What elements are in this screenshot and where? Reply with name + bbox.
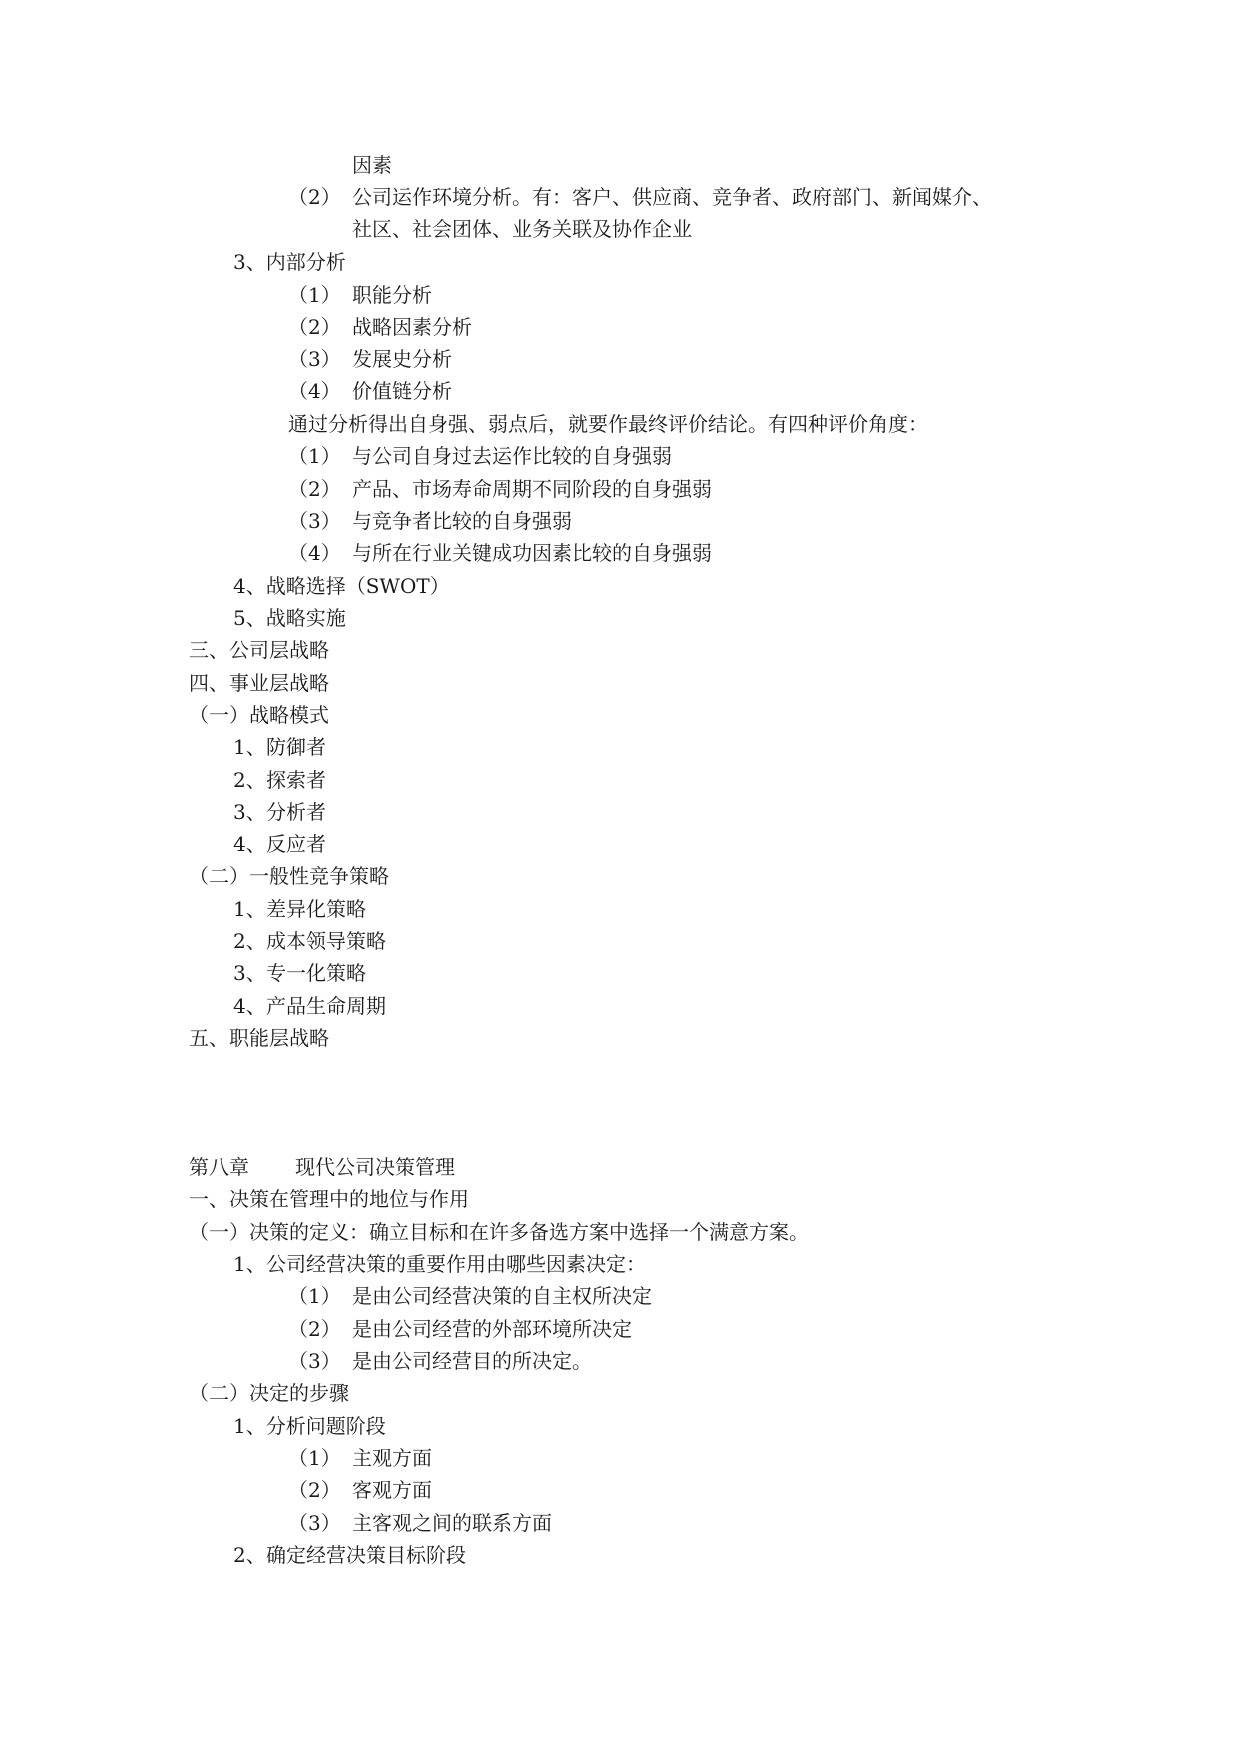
item-number: （1） [288,1446,341,1470]
item-number: 1、 [233,735,266,759]
text-line: 反应者 [266,832,326,856]
text-line: 与竞争者比较的自身强弱 [352,509,572,533]
text-line: 分析者 [266,800,326,824]
item-number: 3、 [233,800,266,824]
item-number: 4、 [233,832,266,856]
text-line: 主客观之间的联系方面 [352,1511,552,1535]
section-heading: 4、战略选择（SWOT） [233,574,450,598]
text-line: 发展史分析 [352,347,452,371]
item-number: 1、 [233,1252,266,1276]
item-number: （2） [288,1478,341,1502]
chapter-heading: 三、公司层战略 [189,638,329,662]
item-number: （2） [288,477,341,501]
item-number: （4） [288,541,341,565]
text-line: 成本领导策略 [266,929,386,953]
item-number: （1） [288,283,341,307]
text-line: 与所在行业关键成功因素比较的自身强弱 [352,541,712,565]
item-number: （2） [288,315,341,339]
chapter-heading: 四、事业层战略 [189,671,329,695]
text-line: 主观方面 [352,1446,432,1470]
chapter-heading: 一、决策在管理中的地位与作用 [189,1187,469,1211]
section-heading: 5、战略实施 [233,606,346,630]
subsection-heading: （一）战略模式 [189,703,329,727]
item-number: 4、 [233,994,266,1018]
item-number: （3） [288,1511,341,1535]
item-number: （2） [288,185,341,209]
item-number: 2、 [233,929,266,953]
text-line: 是由公司经营目的所决定。 [352,1349,592,1373]
item-number: （3） [288,1349,341,1373]
text-line: 确定经营决策目标阶段 [266,1543,466,1567]
text-line: 防御者 [266,735,326,759]
section-heading: 1、分析问题阶段 [233,1414,386,1438]
text-line: 公司运作环境分析。有：客户、供应商、竞争者、政府部门、新闻媒介、 [352,185,992,209]
item-number: 2、 [233,768,266,792]
text-line: 职能分析 [352,283,432,307]
section-heading: 3、内部分析 [233,250,346,274]
item-number: （1） [288,1284,341,1308]
text-line: 与公司自身过去运作比较的自身强弱 [352,444,672,468]
chapter-heading: 五、职能层战略 [189,1026,329,1050]
item-number: （2） [288,1317,341,1341]
item-number: 3、 [233,961,266,985]
text-line: 通过分析得出自身强、弱点后，就要作最终评价结论。有四种评价角度： [288,412,928,436]
text-line: 战略因素分析 [352,315,472,339]
text-line: 产品生命周期 [266,994,386,1018]
item-number: （1） [288,444,341,468]
chapter-number: 第八章 [189,1155,249,1179]
text-line: 因素 [352,153,392,177]
chapter-title: 现代公司决策管理 [295,1155,455,1179]
text-line: 是由公司经营的外部环境所决定 [352,1317,632,1341]
item-number: （3） [288,347,341,371]
item-number: 2、 [233,1543,266,1567]
text-line: 公司经营决策的重要作用由哪些因素决定： [266,1252,646,1276]
text-line: 客观方面 [352,1478,432,1502]
text-line: 社区、社会团体、业务关联及协作企业 [352,217,692,241]
text-line: 产品、市场寿命周期不同阶段的自身强弱 [352,477,712,501]
text-line: 是由公司经营决策的自主权所决定 [352,1284,652,1308]
item-number: 1、 [233,897,266,921]
subsection-heading: （二）决定的步骤 [189,1381,349,1405]
item-number: （4） [288,379,341,403]
subsection-heading: （二）一般性竞争策略 [189,864,389,888]
text-line: 探索者 [266,768,326,792]
text-line: 价值链分析 [352,379,452,403]
subsection-heading: （一）决策的定义：确立目标和在许多备选方案中选择一个满意方案。 [189,1220,809,1244]
item-number: （3） [288,509,341,533]
text-line: 差异化策略 [266,897,366,921]
text-line: 专一化策略 [266,961,366,985]
